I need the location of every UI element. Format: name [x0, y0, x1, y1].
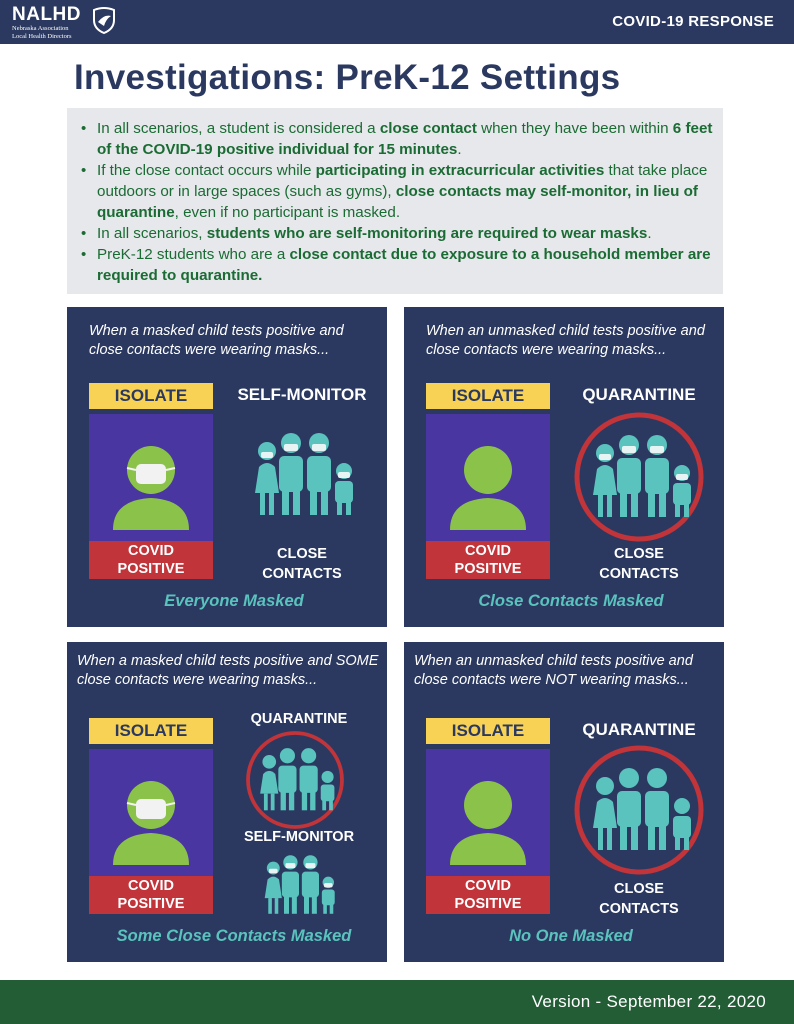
close-contacts-label: CLOSE CONTACTS: [262, 546, 342, 582]
masked-child-icon: [89, 749, 213, 876]
info-bullet-household: • PreK-12 students who are a close contact due to exposure to a household member are required to quarantine.: [79, 244, 713, 286]
scenario-description: When an unmasked child tests positive and close contacts were wearing masks...: [426, 323, 705, 358]
quarantine-unmasked-family-icon: [245, 730, 345, 830]
isolate-label: ISOLATE: [426, 718, 550, 744]
masked-child-icon: [89, 414, 213, 541]
quarantine-masked-family-icon: [573, 411, 705, 543]
covid-positive-label: COVID POSITIVE: [426, 876, 550, 914]
masked-family-icon: [259, 852, 339, 917]
close-contacts-label: CLOSE CONTACTS: [599, 881, 679, 917]
logo-subtitle-line1: Nebraska Association: [12, 25, 69, 32]
logo-text: NALHD: [12, 4, 81, 25]
isolate-label: ISOLATE: [426, 383, 550, 409]
info-bullet-masks: • In all scenarios, students who are self-monitoring are required to wear masks.: [79, 223, 713, 244]
masked-family-icon: [247, 429, 359, 519]
isolate-label: ISOLATE: [89, 383, 213, 409]
nalhd-logo: [12, 6, 81, 40]
scenario-caption: Everyone Masked: [164, 592, 304, 610]
quarantine-label: QUARANTINE: [582, 385, 696, 404]
quarantine-label: QUARANTINE: [250, 711, 348, 727]
scenario-panel-close-contacts-masked: [404, 307, 724, 627]
unmasked-child-icon: [426, 414, 550, 541]
covid-response-label: COVID-19 RESPONSE: [612, 13, 774, 30]
info-box: [67, 108, 723, 294]
logo-subtitle-line2: Local Health Directors: [12, 33, 72, 40]
scenario-description: When a masked child tests positive and close contacts were wearing masks...: [89, 323, 344, 358]
self-monitor-label: SELF-MONITOR: [237, 385, 367, 404]
self-monitor-label: SELF-MONITOR: [243, 829, 355, 845]
covid-positive-label: COVID POSITIVE: [426, 541, 550, 579]
footer-bar: [0, 980, 794, 1024]
covid-positive-label: COVID POSITIVE: [89, 876, 213, 914]
quarantine-unmasked-family-icon: [573, 744, 705, 876]
scenario-description: When an unmasked child tests positive and close contacts were NOT wearing masks...: [414, 653, 693, 688]
scenario-caption: Close Contacts Masked: [478, 592, 664, 610]
close-contacts-label: CLOSE CONTACTS: [599, 546, 679, 582]
scenario-panel-some-masked: [67, 642, 387, 962]
scenario-caption: Some Close Contacts Masked: [116, 927, 352, 945]
top-header-bar: [0, 0, 794, 44]
shield-icon: [92, 6, 116, 34]
scenario-description: When a masked child tests positive and SOME close contacts were wearing masks...: [77, 653, 379, 688]
scenario-caption: No One Masked: [509, 927, 633, 945]
info-bullet-extracurricular: • If the close contact occurs while participating in extracurricular activities that take place outdoors or in large spaces (such as gyms), close contacts may self-monitor, in lieu of quarantine, even if no participant is masked.: [79, 160, 713, 223]
covid-positive-label: COVID POSITIVE: [89, 541, 213, 579]
quarantine-label: QUARANTINE: [582, 720, 696, 739]
scenario-panel-no-one-masked: [404, 642, 724, 962]
info-bullet-close-contact: • In all scenarios, a student is considered a close contact when they have been within 6 feet of the COVID-19 positive individual for 15 minutes.: [79, 118, 713, 160]
unmasked-child-icon: [426, 749, 550, 876]
scenario-panel-everyone-masked: [67, 307, 387, 627]
page-title: Investigations: PreK-12 Settings: [74, 58, 621, 97]
version-date: Version - September 22, 2020: [531, 992, 766, 1011]
isolate-label: ISOLATE: [89, 718, 213, 744]
info-bullet-list: [79, 118, 713, 286]
